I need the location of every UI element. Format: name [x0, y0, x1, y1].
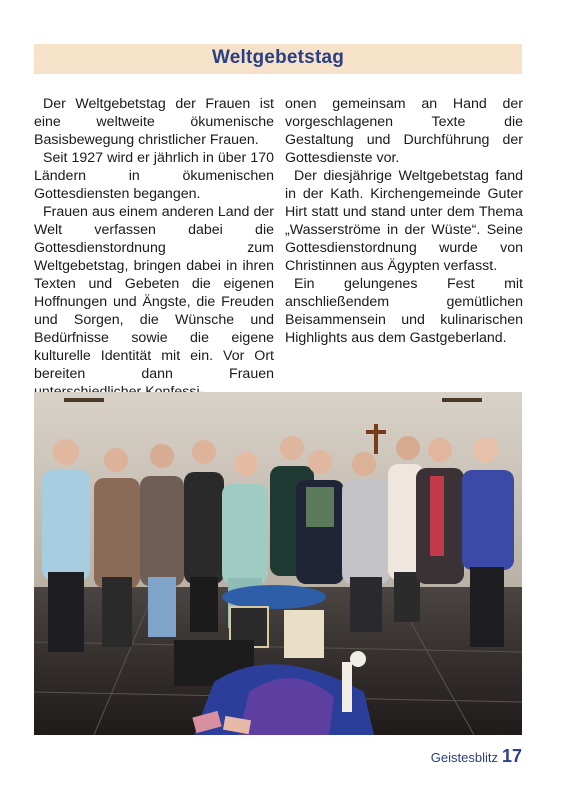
magazine-name: Geistesblitz — [430, 750, 498, 765]
article-column-left — [34, 95, 274, 401]
page-title: Weltgebetstag — [211, 47, 345, 68]
group-photo — [34, 392, 522, 735]
article-column-right — [285, 95, 523, 347]
paragraph-intro: Der Weltgebetstag der Frauen ist eine weltweite ökumenische Basisbewegung christlicher Frauen. — [34, 96, 274, 148]
title-bar — [34, 44, 522, 74]
group-photo-illustration — [34, 392, 522, 735]
paragraph-continuation: onen gemeinsam an Hand der vorgeschlagenen Texte die Gestaltung und Durchführung der Gottesdienste vor. — [285, 96, 523, 166]
page-footer — [431, 746, 522, 767]
paragraph-history: Seit 1927 wird er jährlich in über 170 Ländern in ökumenischen Gottesdiensten begangen. — [34, 150, 274, 202]
paragraph-celebration: Ein gelungenes Fest mit anschließendem gemütlichen Beisammensein und kulinarischen Highlights aus dem Gastgeberland. — [285, 276, 523, 346]
paragraph-authors: Frauen aus einem anderen Land der Welt verfassen dabei die Gottesdienstordnung zum Weltgebetstag, bringen dabei in ihren Texten und Gebeten die eigenen Hoffnungen und Ängste, die Freuden und Sorgen, die Wünsche und Bedürfnisse sowie die eigene kulturelle Identität mit ein. Vor Ort bereiten dann Frauen — [34, 204, 274, 382]
paragraph-event: Der diesjährige Weltgebetstag fand in der Kath. Kirchengemeinde Guter Hirt statt und stand unter dem Thema „Wasserströme in der Wüste“. Seine Gottesdienstordnung wurde von Christinnen aus Ägypten verfasst. — [285, 168, 523, 274]
page-number: 17 — [501, 746, 522, 766]
